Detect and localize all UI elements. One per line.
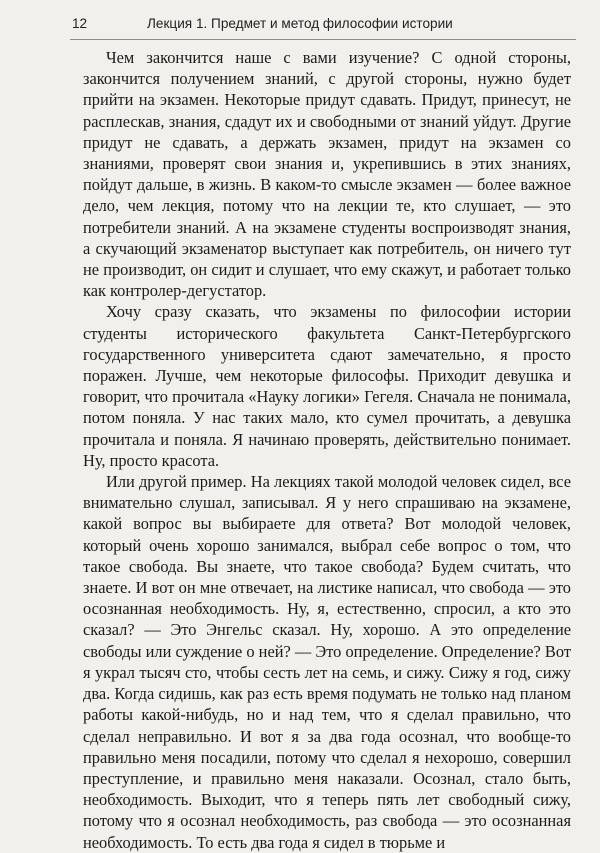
paragraph-exam: Чем закончится наше с вами изучение? С одной стороны, закончится получением знаний, с другой стороны, нужно будет прийти на экзамен. Некоторые придут сдавать. Придут, принесут, не расплескав, знания, сдадут их и свободными от знаний уйдут. Другие придут не сдавать, а держать экзамен, придут на экзамен со знаниями, проверят свои знания и, укрепившись в этих знаниях, пойдут дальше, в жизнь. В каком-то смысле экзамен — более важное дело, чем лекция, потому что на лекции те, кто слушает, — это потребители знаний. А на экзамене студенты воспроизводят знания, а скучающий экзаменатор выступает как потребитель, он ничего тут не производит, он сидит и слушает, что ему скажут, и работает только как контролер-дегустатор. <box>83 48 571 301</box>
running-header <box>70 13 576 40</box>
paragraph-students: Хочу сразу сказать, что экзамены по философии истории студенты исторического факультета Санкт-Петербургского государственного университета сдают замечательно, я просто поражен. Лучше, чем некоторые философы. Приходит девушка и говорит, что прочитала «Науку логики» Гегеля. Сначала не понимала, потом поняла. У нас таких мало, кто сумел прочитать, а девушка прочитала и поняла. Я начинаю проверять, действительно понимает. Ну, просто красота. <box>83 302 571 470</box>
running-title: Лекция 1. Предмет и метод философии истории <box>147 16 453 31</box>
paragraph-freedom-example: Или другой пример. На лекциях такой молодой человек сидел, все внимательно слушал, записывал. Я у него спрашиваю на экзамене, какой вопрос вы выбираете для ответа? Вот молодой человек, который очень хорошо занимался, выбрал себе вопрос о том, что такое свобода. Вы знаете, что такое свобода? Будем считать, что знаете. И вот он мне отвечает, на листике написал, что свобода — это осознанная необходимость. Ну, я, естественно, спросил, а кто это сказал? — Это Энгельс сказал. Ну, хорошо. А это определение свободы или суждение о ней? — Это определение. Определение? Вот я украл тысяч сто, чтобы сесть лет на семь, и сижу. Сижу я год, сижу два. Когда сидишь, как раз есть время подумать не только над планом работы какой-нибудь, но и над тем, что я сделал правильно, что сделал неправильно. И вот я за два года осознал, что вообще-то правильно меня посадили, потому что сделал я нехорошо, совершил преступление, и правильно меня наказали. Осознал, стало быть, необходимость. Выходит, что я теперь пять лет свободный сижу, потому что я осознал необходимость, раз свобода — это осознанная необходимость. То есть два года я сидел в тюрьме и <box>83 472 571 852</box>
body-text <box>83 47 571 853</box>
page-number: 12 <box>72 16 88 31</box>
